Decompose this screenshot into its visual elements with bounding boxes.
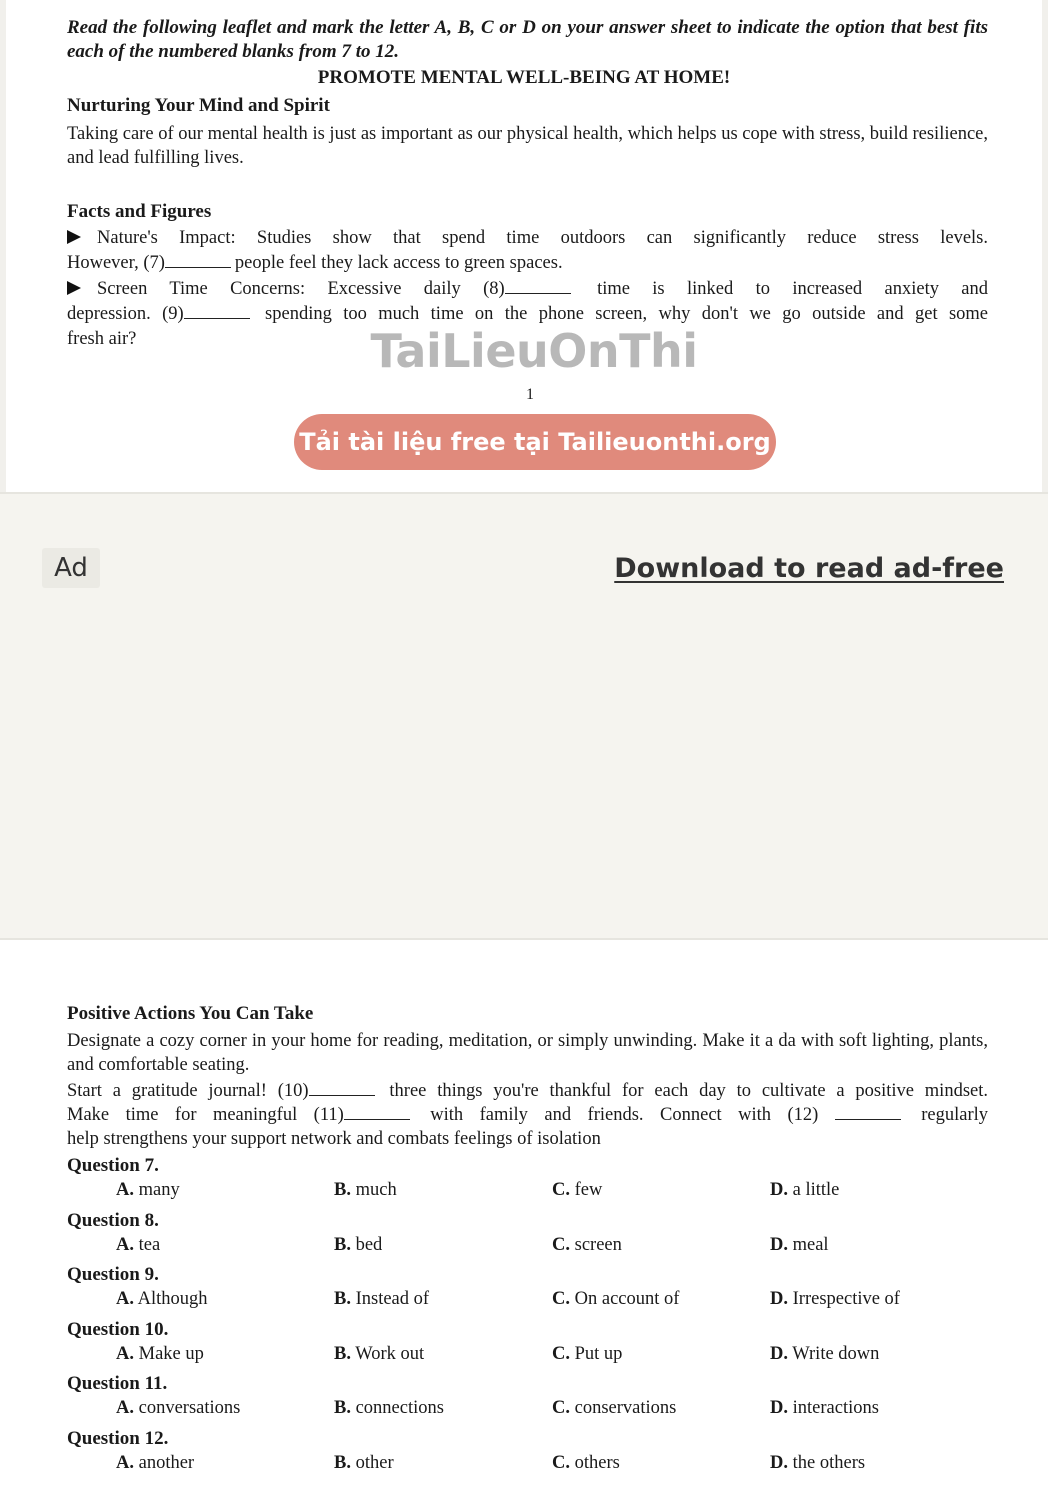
question-block — [67, 1318, 988, 1373]
question-block — [67, 1154, 988, 1209]
bullet-nature-line2 — [67, 251, 988, 275]
blank-10-lead: Start a gratitude journal! (10) — [67, 1081, 309, 1101]
option-d[interactable]: D. meal — [770, 1234, 829, 1255]
question-label: Question 7. — [67, 1155, 159, 1176]
question-block — [67, 1263, 988, 1318]
question-block — [67, 1427, 988, 1482]
option-b[interactable]: B. Work out — [334, 1343, 425, 1364]
actions-paragraph-1: Designate a cozy corner in your home for reading, meditation, or simply unwinding. Make it a da with soft lighting, plants, and comfortable seating. — [67, 1031, 988, 1075]
bullet-screen-line2 — [67, 302, 988, 326]
option-a[interactable]: A. tea — [116, 1234, 161, 1255]
blank-8-lead: Screen Time Concerns: Excessive daily (8) — [97, 279, 505, 299]
blank-12 — [835, 1103, 901, 1120]
option-c[interactable]: C. On account of — [552, 1289, 680, 1309]
blank-11-tail: with family and friends. Connect with (12) — [430, 1105, 819, 1125]
question-label: Question 10. — [67, 1318, 169, 1340]
section-heading-actions: Positive Actions You Can Take — [67, 1003, 314, 1024]
bullet-screen-line3: fresh air? — [67, 329, 137, 349]
question-label: Question 11. — [67, 1373, 168, 1394]
option-row — [67, 1396, 988, 1420]
blank-7-tail: people feel they lack access to green spaces. — [234, 253, 563, 273]
question-label: Question 12. — [67, 1427, 169, 1449]
page-number: 1 — [526, 386, 534, 403]
option-b[interactable]: B. bed — [334, 1234, 383, 1255]
option-b[interactable]: B. much — [334, 1180, 397, 1200]
option-b[interactable]: B. connections — [334, 1398, 444, 1418]
document-page-top — [0, 0, 1048, 492]
option-c[interactable]: C. screen — [552, 1234, 622, 1255]
bullet-screen-line1 — [67, 277, 988, 301]
leaflet-title: PROMOTE MENTAL WELL-BEING AT HOME! — [317, 67, 731, 88]
actions-line-10 — [67, 1079, 988, 1103]
option-row — [67, 1342, 988, 1366]
instructions: Read the following leaflet and mark the letter A, B, C or D on your answer sheet to indicate the option that best fits each of the numbered blanks from 7 to 12. — [67, 17, 988, 62]
bullet-nature-text: Nature's Impact: Studies show that spend time outdoors can significantly reduce stress levels. — [97, 228, 988, 248]
blank-9-tail: spending too much time on the phone screen, why don't we go outside and get some — [265, 304, 988, 324]
option-row — [67, 1233, 988, 1257]
blank-9 — [184, 302, 250, 319]
option-row — [67, 1178, 988, 1202]
question-list — [67, 1154, 988, 1481]
option-d[interactable]: D. the others — [770, 1452, 866, 1473]
promo-download-button[interactable]: Tải tài liệu free tại Tailieuonthi.org — [294, 414, 776, 470]
question-block — [67, 1209, 988, 1264]
bullet-nature-line1 — [67, 226, 988, 250]
question-label: Question 9. — [67, 1264, 159, 1285]
blank-8 — [505, 277, 571, 294]
option-b[interactable]: B. Instead of — [334, 1289, 430, 1309]
blank-9-lead: depression. (9) — [67, 304, 184, 324]
blank-10 — [309, 1079, 375, 1096]
blank-12-tail: regularly — [921, 1105, 989, 1125]
actions-line-11-12 — [67, 1103, 988, 1127]
blank-10-tail: three things you're thankful for each day to cultivate a positive mindset. — [389, 1081, 988, 1101]
bullet-arrow-icon — [67, 230, 81, 244]
blank-11-lead: Make time for meaningful (11) — [67, 1105, 344, 1125]
blank-7-lead: However, (7) — [67, 253, 165, 273]
option-a[interactable]: A. many — [116, 1180, 180, 1200]
option-a[interactable]: A. Make up — [116, 1343, 204, 1364]
blank-7 — [165, 251, 231, 268]
bullet-arrow-icon — [67, 281, 81, 295]
watermark-logo: TaiLieuOnThi — [370, 324, 698, 378]
section-paragraph-nurturing: Taking care of our mental health is just as important as our physical health, which helps us cope with stress, build resilience, and lead fulfilling lives. — [67, 124, 988, 168]
option-a[interactable]: A. another — [116, 1452, 195, 1473]
download-ad-free-link[interactable]: Download to read ad-free — [614, 552, 1004, 584]
option-c[interactable]: C. Put up — [552, 1343, 623, 1364]
option-d[interactable]: D. a little — [770, 1180, 840, 1200]
option-c[interactable]: C. conservations — [552, 1398, 677, 1418]
section-heading-facts: Facts and Figures — [67, 201, 212, 222]
option-row — [67, 1287, 988, 1311]
option-b[interactable]: B. other — [334, 1452, 394, 1473]
option-a[interactable]: A. conversations — [116, 1398, 241, 1418]
section-heading-nurturing: Nurturing Your Mind and Spirit — [67, 95, 330, 116]
question-label: Question 8. — [67, 1209, 159, 1231]
option-d[interactable]: D. Irrespective of — [770, 1289, 900, 1309]
blank-8-tail: time is linked to increased anxiety and — [597, 279, 989, 299]
ad-label: Ad — [42, 548, 100, 588]
option-c[interactable]: C. others — [552, 1452, 620, 1473]
option-a[interactable]: A. Although — [116, 1289, 208, 1309]
option-d[interactable]: D. Write down — [770, 1343, 880, 1364]
option-c[interactable]: C. few — [552, 1180, 603, 1200]
question-block — [67, 1372, 988, 1427]
actions-line-3: help strengthens your support network and combats feelings of isolation — [67, 1129, 601, 1149]
option-d[interactable]: D. interactions — [770, 1398, 879, 1418]
option-row — [67, 1451, 988, 1475]
blank-11 — [344, 1103, 410, 1120]
